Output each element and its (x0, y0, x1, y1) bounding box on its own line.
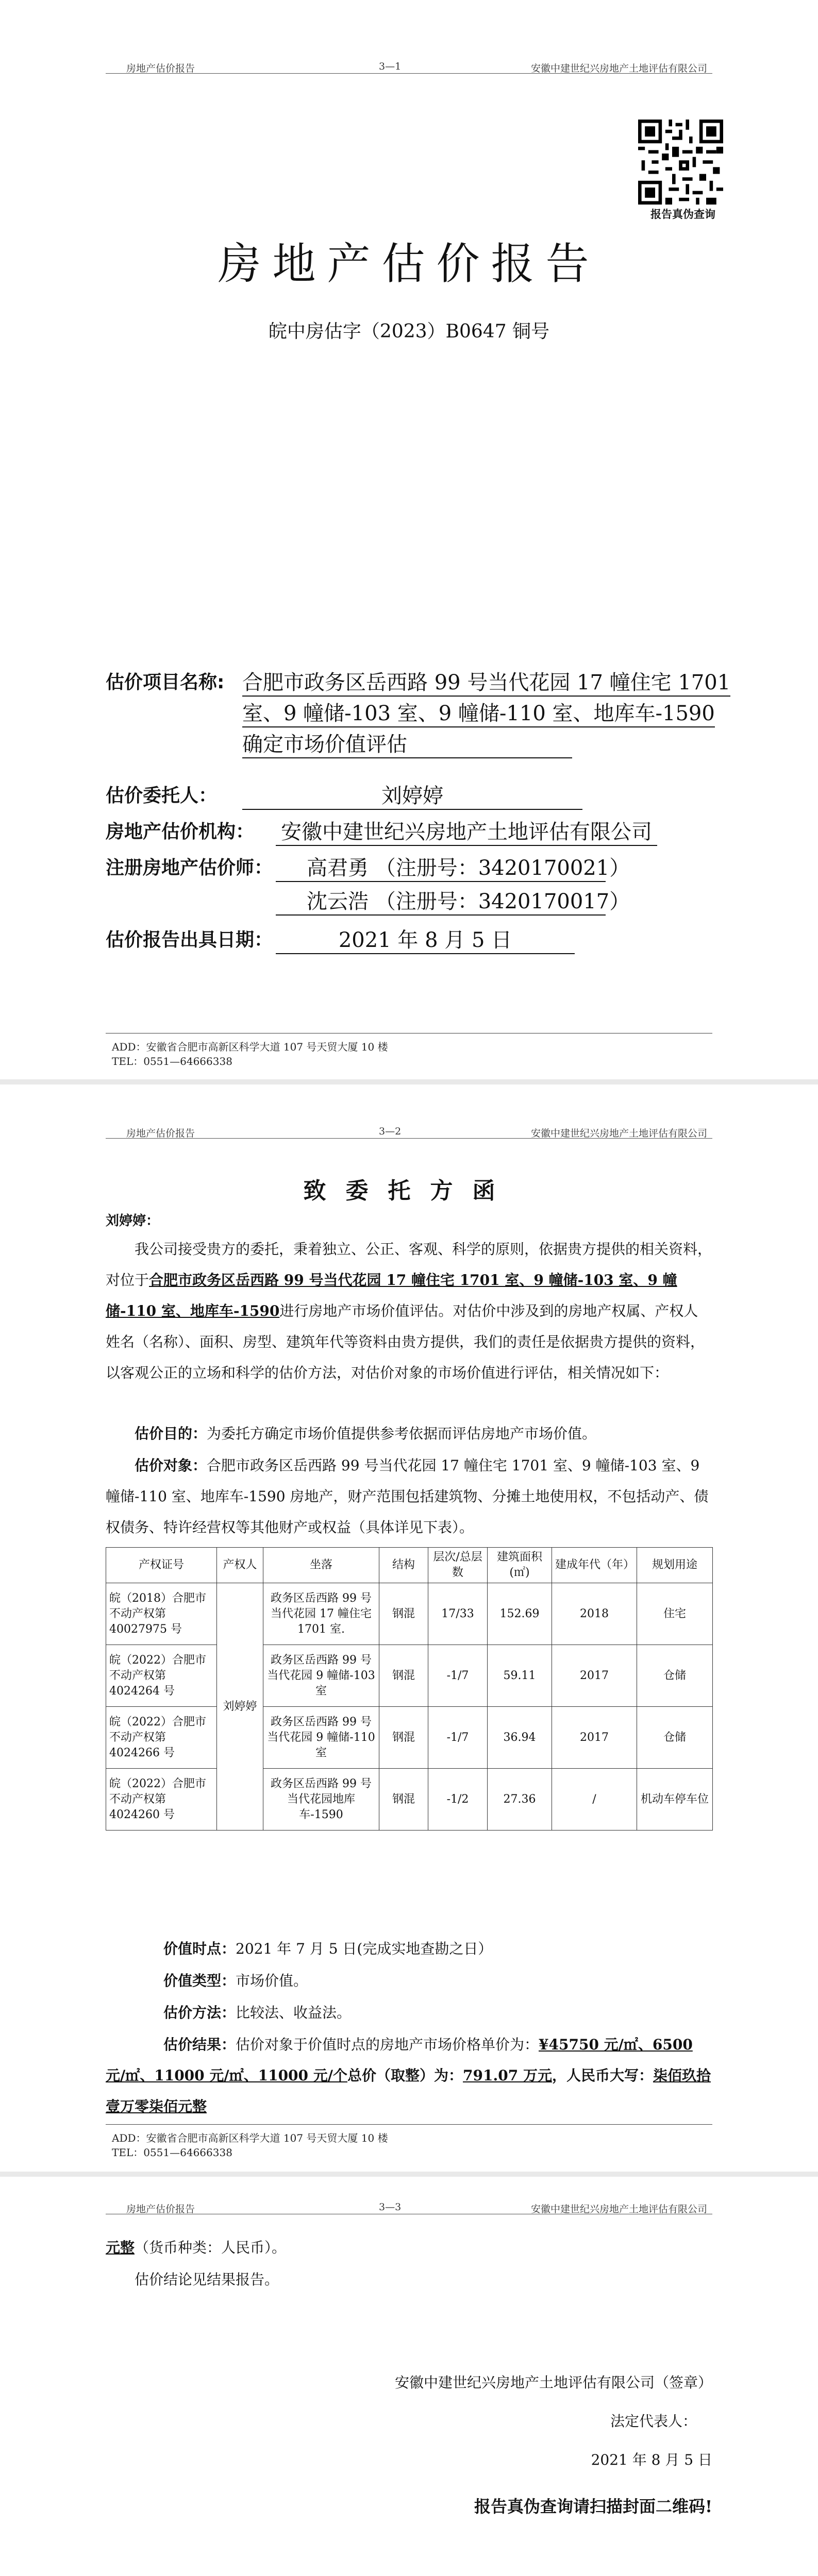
agency-label: 房地产估价机构： (106, 821, 255, 842)
col-owner: 产权人 (217, 1548, 263, 1583)
issue-date-value (276, 927, 575, 954)
result-total: 791.07 万元 (463, 2067, 552, 2084)
cell-structure: 钢混 (379, 1645, 428, 1707)
client-row (106, 783, 712, 814)
property-address: 合肥市政务区岳西路 99 号当代花园 17 幢住宅 1701 室、9 幢储-103 室、9 幢储-110 室、地库车-1590 (106, 1272, 677, 1319)
table-row (106, 1769, 713, 1831)
running-header (106, 1126, 712, 1139)
method: 比较法、收益法。 (236, 2004, 352, 2021)
cell-location: 政务区岳西路 99 号当代花园 17 幢住宅 1701 室. (263, 1583, 379, 1645)
appraisers-label: 注册房地产估价师： (106, 857, 273, 878)
appraisers-row (106, 855, 712, 922)
value-type: 市场价值。 (236, 1972, 308, 1989)
header-page-number: 3—2 (379, 1126, 402, 1137)
page-separator (0, 1079, 818, 1084)
result-paragraph (106, 2029, 712, 2122)
cell-area: 152.69 (488, 1583, 552, 1645)
cell-year: / (552, 1769, 637, 1831)
table-row (106, 1707, 713, 1769)
table-row (106, 1645, 713, 1707)
result-total-label: 总价（取整）为： (347, 2067, 463, 2084)
letter-page (0, 1084, 818, 2172)
col-use: 规划用途 (637, 1548, 713, 1583)
intro-text-end: 进行房地产市场价值评估。对估价中涉及到的房地产权属、产权人姓名（名称）、面积、房型、建筑年代等资料由贵方提供，我们的责任是依据贵方提供的资料，以客观公正的立场和科学的估价方法，对估价对象的市场价值进行评估，相关情况如下： (106, 1302, 705, 1381)
result-label: 估价结果： (163, 2036, 236, 2053)
client-label: 估价委托人： (106, 785, 218, 806)
project-name-label: 估价项目名称: (106, 672, 225, 693)
client-name: 刘婷婷 (381, 784, 443, 808)
cell-cert: 皖（2022）合肥市不动产权第4024266 号 (106, 1707, 217, 1769)
qr-code-icon[interactable] (638, 120, 723, 205)
cell-year: 2017 (552, 1645, 637, 1707)
result-intro: 估价对象于价值时点的房地产市场价格单价为： (236, 2036, 539, 2053)
value-time-label: 价值时点： (163, 1940, 236, 1957)
project-name-line-3: 确定市场价值评估 (242, 732, 572, 758)
value-time: 2021 年 7 月 5 日(完成实地查勘之日） (236, 1940, 493, 1957)
total-chinese-tail: 元整 (106, 2239, 135, 2256)
cell-cert: 皖（2022）合肥市不动产权第4024260 号 (106, 1769, 217, 1831)
cell-use: 仓储 (637, 1645, 713, 1707)
cell-use: 机动车停车位 (637, 1769, 713, 1831)
table-row (106, 1583, 713, 1645)
agency-name: 安徽中建世纪兴房地产土地评估有限公司 (281, 820, 652, 844)
cover-page (0, 0, 818, 1079)
col-location: 坐落 (263, 1548, 379, 1583)
qr-caption: 报告真伪查询 (650, 208, 715, 221)
method-paragraph (106, 1997, 712, 2028)
agency-row (106, 819, 712, 850)
result-cn-label: ，人民币大写： (552, 2067, 653, 2084)
cell-location: 政务区岳西路 99 号当代花园 9 幢储-110 室 (263, 1707, 379, 1769)
project-name-line-2: 室、9 幢储-103 室、9 幢储-110 室、地库车-1590 (242, 701, 715, 727)
value-type-paragraph (106, 1965, 712, 1996)
footer-tel: TEL：0551—64666338 (112, 2146, 232, 2159)
purpose-text: 为委托方确定市场价值提供参考依据而评估房地产市场价值。 (207, 1425, 597, 1442)
cell-structure: 钢混 (379, 1769, 428, 1831)
header-right: 安徽中建世纪兴房地产土地评估有限公司 (530, 1128, 707, 1139)
col-area: 建筑面积(㎡) (488, 1548, 552, 1583)
cell-floor: -1/7 (428, 1645, 488, 1707)
cell-floor: -1/7 (428, 1707, 488, 1769)
purpose-paragraph (106, 1418, 712, 1449)
footer-address: ADD：安徽省合肥市高新区科学大道 107 号天贸大厦 10 楼 (112, 2132, 388, 2144)
header-page-number: 3—3 (379, 2201, 402, 2213)
result-unit-prices: ¥45750 元/㎡、6500 元/㎡、11000 元/㎡、11000 元/个 (106, 2036, 693, 2084)
footer (106, 1033, 712, 1069)
project-name-row (106, 670, 731, 773)
agency-value (276, 819, 657, 846)
cell-owner: 刘婷婷 (217, 1583, 263, 1831)
date-label: 估价报告出具日期： (106, 929, 273, 951)
col-structure: 结构 (379, 1548, 428, 1583)
appraiser-1: 高君勇 （注册号：3420170021） (276, 855, 606, 882)
legal-representative: 法定代表人： (610, 2413, 697, 2430)
cell-area: 27.36 (488, 1769, 552, 1831)
date-row (106, 927, 712, 958)
report-number: 皖中房估字（2023）B0647 铜号 (268, 321, 550, 342)
object-text: 合肥市政务区岳西路 99 号当代花园 17 幢住宅 1701 室、9 幢储-103 室、9 幢储-110 室、地库车-1590 房地产，财产范围包括建筑物、分摊土地使用权，不包括动产、债权债务、特许经营权等其他财产或权益（具体详见下表）。 (106, 1457, 709, 1536)
cell-use: 仓储 (637, 1707, 713, 1769)
appraiser-2: 沈云浩 （注册号：3420170017） (276, 889, 606, 916)
cell-area: 59.11 (488, 1645, 552, 1707)
letter-title: 致委托方函 (303, 1178, 515, 1204)
report-title: 房地产估价报告 (218, 239, 600, 289)
footer-address: ADD：安徽省合肥市高新区科学大道 107 号天贸大厦 10 楼 (112, 1041, 388, 1053)
company-signature: 安徽中建世纪兴房地产土地评估有限公司（签章） (394, 2374, 712, 2391)
cell-year: 2017 (552, 1707, 637, 1769)
intro-paragraph (106, 1234, 712, 1388)
cell-structure: 钢混 (379, 1707, 428, 1769)
table-header-row (106, 1548, 713, 1583)
result-total-chinese: 柒佰玖拾壹万零柒佰元整 (106, 2067, 711, 2115)
cell-cert: 皖（2018）合肥市不动产权第40027975 号 (106, 1583, 217, 1645)
object-label: 估价对象： (135, 1457, 207, 1474)
cell-location: 政务区岳西路 99 号当代花园地库车-1590 (263, 1769, 379, 1831)
cell-cert: 皖（2022）合肥市不动产权第4024264 号 (106, 1645, 217, 1707)
intro-text: 我公司接受贵方的委托，秉着独立、公正、客观、科学的原则，依据贵方提供的相关资料，对位于 (106, 1241, 712, 1289)
currency-line (106, 2232, 712, 2263)
client-value (242, 783, 582, 810)
header-left: 房地产估价报告 (126, 2204, 195, 2215)
footer (106, 2124, 712, 2160)
property-table (106, 1547, 713, 1831)
cell-year: 2018 (552, 1583, 637, 1645)
signature-date: 2021 年 8 月 5 日 (591, 2451, 712, 2468)
col-year: 建成年代（年） (552, 1548, 637, 1583)
running-header (106, 2201, 712, 2214)
verify-note: 报告真伪查询请扫描封面二维码! (474, 2497, 712, 2516)
value-time-paragraph (106, 1934, 712, 1964)
issue-date: 2021 年 8 月 5 日 (338, 928, 512, 952)
cell-area: 36.94 (488, 1707, 552, 1769)
cell-floor: -1/2 (428, 1769, 488, 1831)
header-left: 房地产估价报告 (126, 63, 195, 74)
col-floor: 层次/总层数 (428, 1548, 488, 1583)
cell-location: 政务区岳西路 99 号当代花园 9 幢储-103 室 (263, 1645, 379, 1707)
object-paragraph (106, 1450, 712, 1543)
col-cert: 产权证号 (106, 1548, 217, 1583)
salutation: 刘婷婷： (106, 1213, 160, 1229)
purpose-label: 估价目的： (135, 1425, 207, 1442)
currency: （货币种类：人民币）。 (135, 2239, 287, 2256)
header-right: 安徽中建世纪兴房地产土地评估有限公司 (530, 2204, 707, 2215)
cell-floor: 17/33 (428, 1583, 488, 1645)
header-page-number: 3—1 (379, 61, 402, 72)
method-label: 估价方法： (163, 2004, 236, 2021)
header-right: 安徽中建世纪兴房地产土地评估有限公司 (530, 63, 707, 74)
footer-tel: TEL：0551—64666338 (112, 1055, 232, 1067)
header-left: 房地产估价报告 (126, 1128, 195, 1139)
value-type-label: 价值类型： (163, 1972, 236, 1989)
project-name-line-1: 合肥市政务区岳西路 99 号当代花园 17 幢住宅 1701 (242, 670, 730, 697)
page-separator (0, 2172, 818, 2177)
conclusion-page (0, 2177, 818, 2576)
cell-use: 住宅 (637, 1583, 713, 1645)
cell-structure: 钢混 (379, 1583, 428, 1645)
running-header (106, 61, 712, 74)
conclusion-line: 估价结论见结果报告。 (135, 2271, 279, 2288)
